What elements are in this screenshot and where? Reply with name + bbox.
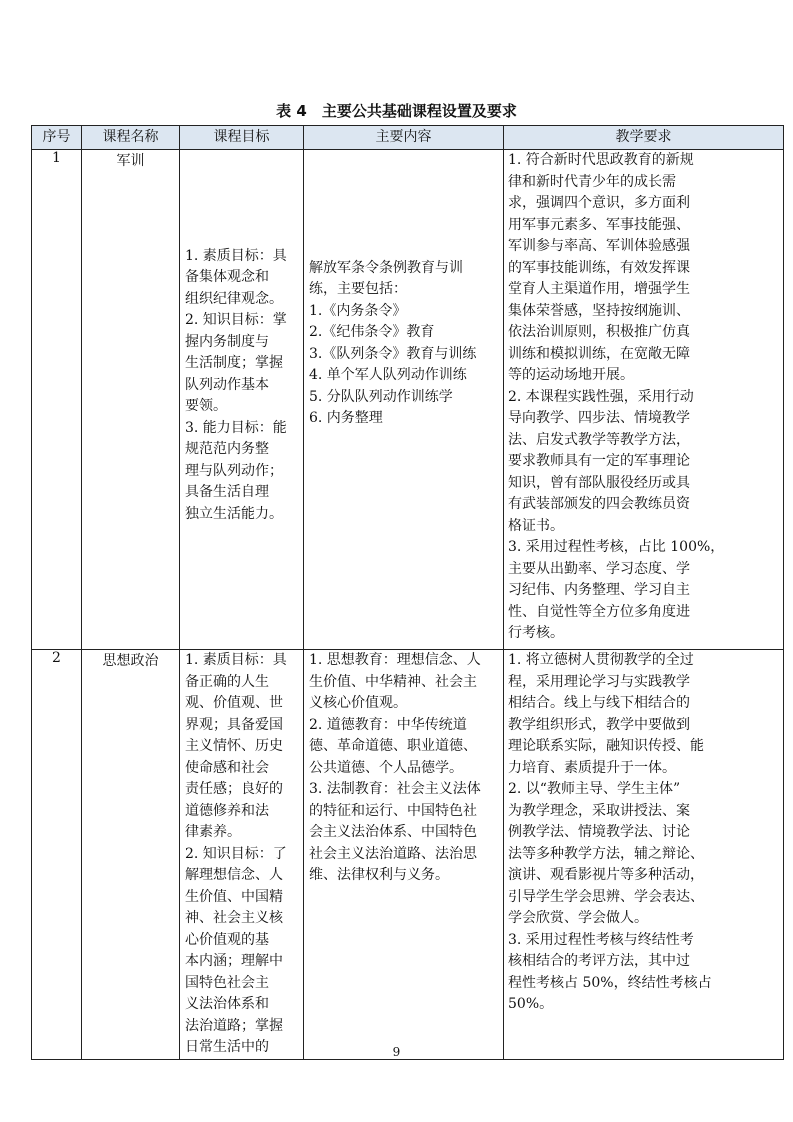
row-course-goal: 1. 素质目标：具 备集体观念和 组织纪律观念。 2. 知识目标：掌 握内务制度与 生活制度；掌握 队列动作基本 要领。 3. 能力目标：能 规范范内务整 理与队列动作； 具备生活自理 独立生活能力。	[185, 247, 287, 522]
row-req-cell	[504, 650, 784, 1060]
course-table	[31, 125, 784, 1060]
row-teaching-requirements: 1. 符合新时代思政教育的新规 律和新时代青少年的成长需 求，强调四个意识，多方面利 用军事元素多、军事技能强、 军训参与率高、军训体验感强 的军事技能训练，有效发挥课 堂育人主渠道作用，增强学生 集体荣誉感，坚持按纲施训、 依法治训原则，积极推广仿真 训练和模拟训练，在宽敞无障 等的运动场地开展。 2. 本课程实践性强，采用行动 导向教学、四步法、情境教学 法、启发式教学等教学方法， 要求教师具有一定的军事理论 知识，曾有部队服役经历或具 有武装部颁发的四会教练员资 格证书。 3. 采用过程性考核，占比 100%， 主要从出勤率、学习态度、学 习纪伟、内务整理、学习自主 性、自觉性等全方位多角度进 行考核。	[508, 152, 725, 641]
row-content-cell	[304, 150, 504, 650]
row-content-cell	[304, 650, 504, 1060]
header-course-name: 课程名称	[82, 126, 180, 150]
table-row	[32, 650, 784, 1060]
row-course-name: 思想政治	[82, 650, 180, 1060]
row-main-content: 解放军条令条例教育与训 练，主要包括： 1.《内务条令》 2.《纪伟条令》教育 3.《队列条令》教育与训练 4. 单个军人队列动作训练 5. 分队队列动作训练学 6. 内务整理	[309, 259, 477, 426]
header-seq: 序号	[32, 126, 82, 150]
row-course-name: 军训	[82, 150, 180, 650]
row-seq: 1	[32, 150, 82, 650]
header-main-content: 主要内容	[304, 126, 504, 150]
row-seq: 2	[32, 650, 82, 1060]
row-teaching-requirements: 1. 将立德树人贯彻教学的全过 程，采用理论学习与实践教学 相结合。线上与线下相结合的 教学组织形式，教学中要做到 理论联系实际，融知识传授、能 力培育、素质提升于一体。 2. 以“教师主导、学生主体” 为教学理念，采取讲授法、案 例教学法、情境教学法、讨论 法等多种教学方法，辅之辩论、 演讲、观看影视片等多种活动， 引导学生学会思辨、学会表达、 学会欣赏、学会做人。 3. 采用过程性考核与终结性考 核相结合的考评方法，其中过 程性考核占 50%，终结性考核占 50%。	[508, 652, 712, 1012]
row-course-goal: 1. 素质目标：具 备正确的人生 观、价值观、世 界观；具备爱国 主义情怀、历史 使命感和社会 责任感；良好的 道德修养和法 律素养。 2. 知识目标：了 解理想信念、人 生价值、中国精 神、社会主义核 心价值观的基 本内涵；理解中 国特色社会主 义法治体系和 法治道路；掌握 日常生活中的	[185, 652, 287, 1055]
table-caption: 表 4 主要公共基础课程设置及要求	[276, 102, 517, 120]
row-main-content: 1. 思想教育：理想信念、人 生价值、中华精神、社会主 义核心价值观。 2. 道德教育：中华传统道 德、革命道德、职业道德、 公共道德、个人品德学。 3. 法制教育：社会主义法体 的特征和运行、中国特色社 会主义法治体系、中国特色 社会主义法治道路、法治思 维、法律权利与义务。	[309, 652, 481, 883]
page-number: 9	[392, 1045, 401, 1059]
header-teaching-requirements: 教学要求	[504, 126, 784, 150]
row-req-cell	[504, 150, 784, 650]
table-row	[32, 150, 784, 650]
row-goal-cell	[180, 650, 304, 1060]
row-goal-cell	[180, 150, 304, 650]
header-course-goal: 课程目标	[180, 126, 304, 150]
table-header-row	[32, 126, 784, 150]
